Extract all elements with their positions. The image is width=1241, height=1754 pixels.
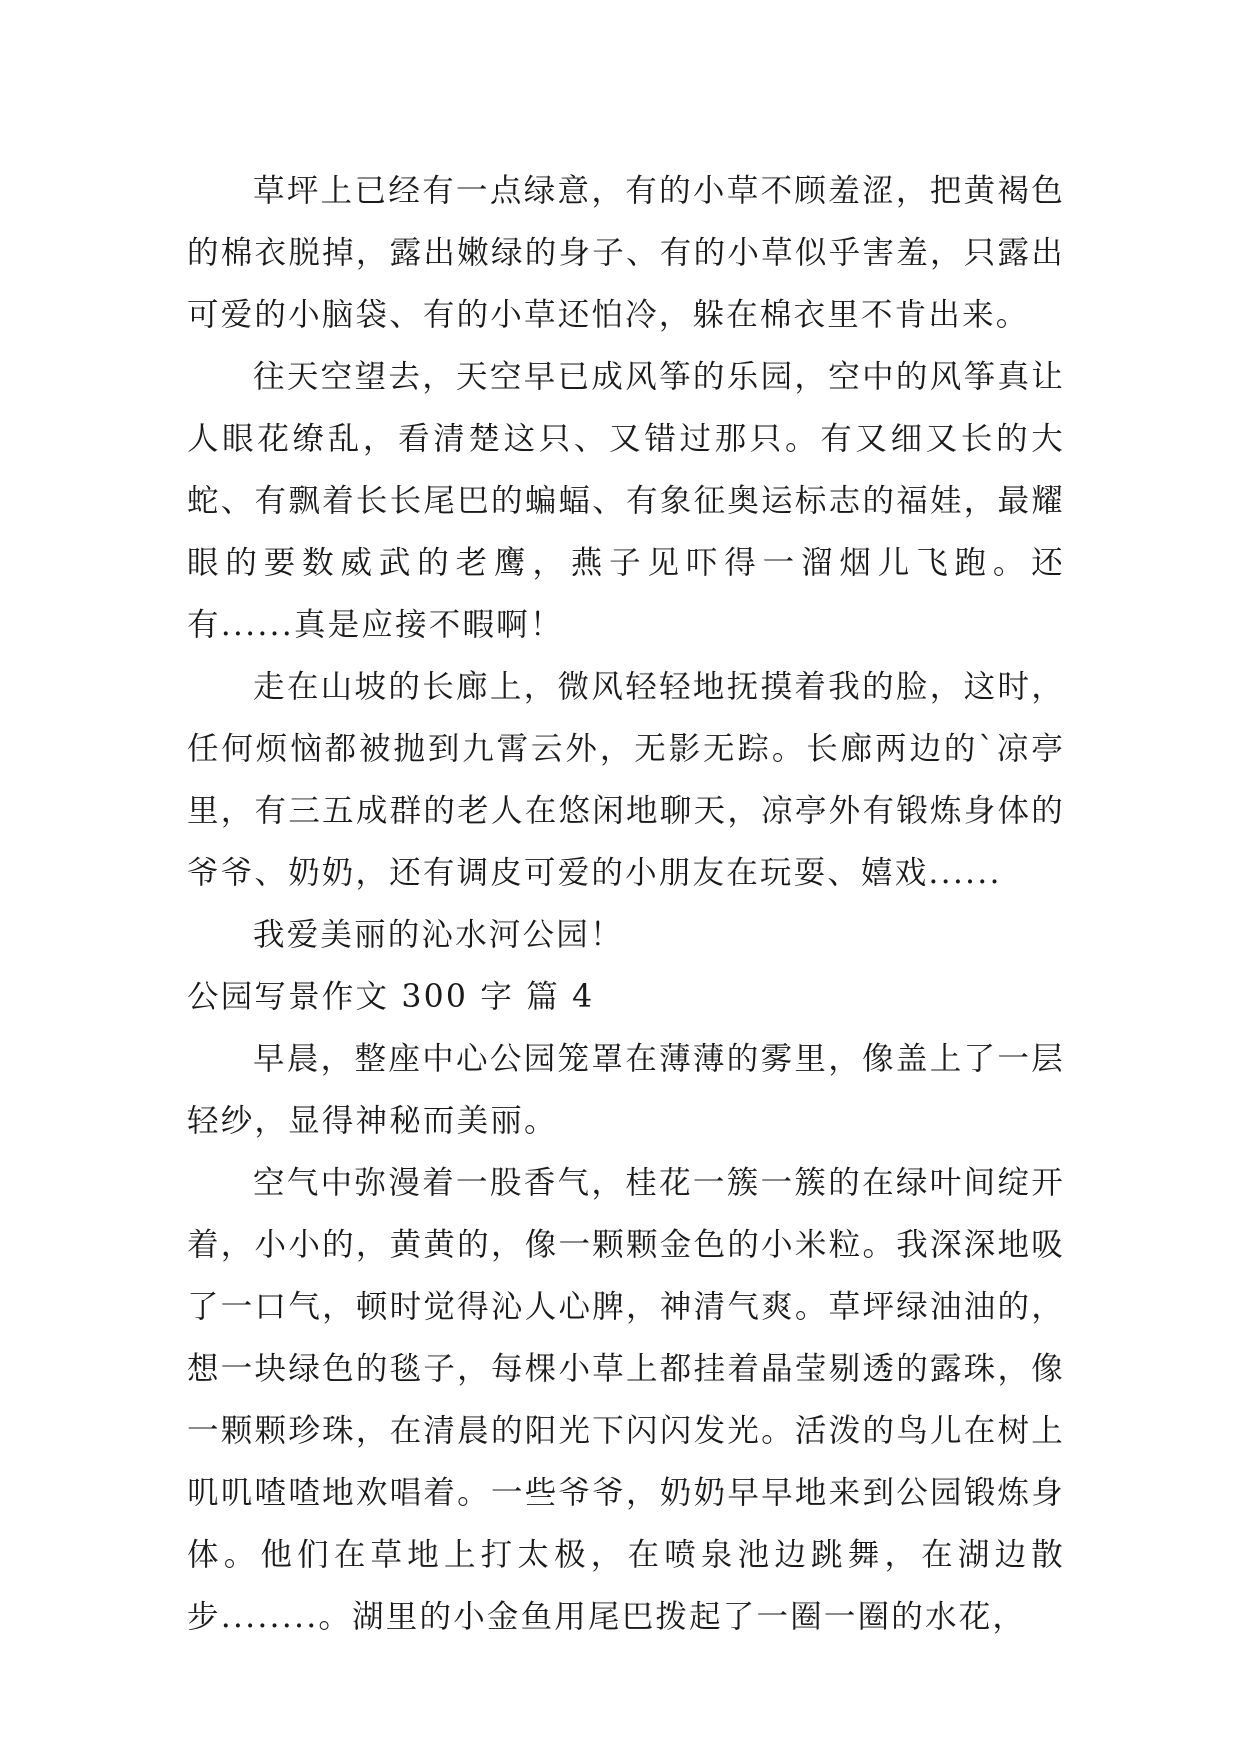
paragraph-morning: 早晨，整座中心公园笼罩在薄薄的雾里，像盖上了一层轻纱，显得神秘而美丽。 [187,1041,1065,1139]
paragraph-corridor: 走在山坡的长廊上，微风轻轻地抚摸着我的脸，这时，任何烦恼都被抛到九霄云外，无影无踪。长廊两边的`凉亭里，有三五成群的老人在悠闲地聊天，凉亭外有锻炼身体的爷爷、奶奶，还有调皮可爱的小朋友在玩耍、嬉戏...... [187,669,1065,891]
document-page [187,160,1065,1648]
paragraph-park-scene: 空气中弥漫着一股香气，桂花一簇一簇的在绿叶间绽开着，小小的，黄黄的，像一颗颗金色的小米粒。我深深地吸了一口气，顿时觉得沁人心脾，神清气爽。草坪绿油油的，想一块绿色的毯子，每棵小草上都挂着晶莹剔透的露珠，像一颗颗珍珠，在清晨的阳光下闪闪发光。活泼的鸟儿在树上叽叽喳喳地欢唱着。一些爷爷，奶奶早早地来到公园锻炼身体。他们在草地上打太极，在喷泉池边跳舞，在湖边散步........。湖里的小金鱼用尾巴拨起了一圈一圈的水花， [187,1165,1065,1635]
section-heading: 公园写景作文 300 字 篇 4 [187,979,595,1015]
paragraph-closing: 我爱美丽的沁水河公园！ [253,917,624,953]
paragraph-lawn: 草坪上已经有一点绿意，有的小草不顾羞涩，把黄褐色的棉衣脱掉，露出嫩绿的身子、有的小草似乎害羞，只露出可爱的小脑袋、有的小草还怕冷，躲在棉衣里不肯出来。 [187,173,1065,333]
paragraph-kites: 往天空望去，天空早已成风筝的乐园，空中的风筝真让人眼花缭乱，看清楚这只、又错过那只。有又细又长的大蛇、有飘着长长尾巴的蝙蝠、有象征奥运标志的福娃，最耀眼的要数威武的老鹰，燕子见吓得一溜烟儿飞跑。还有......真是应接不暇啊！ [187,359,1065,643]
